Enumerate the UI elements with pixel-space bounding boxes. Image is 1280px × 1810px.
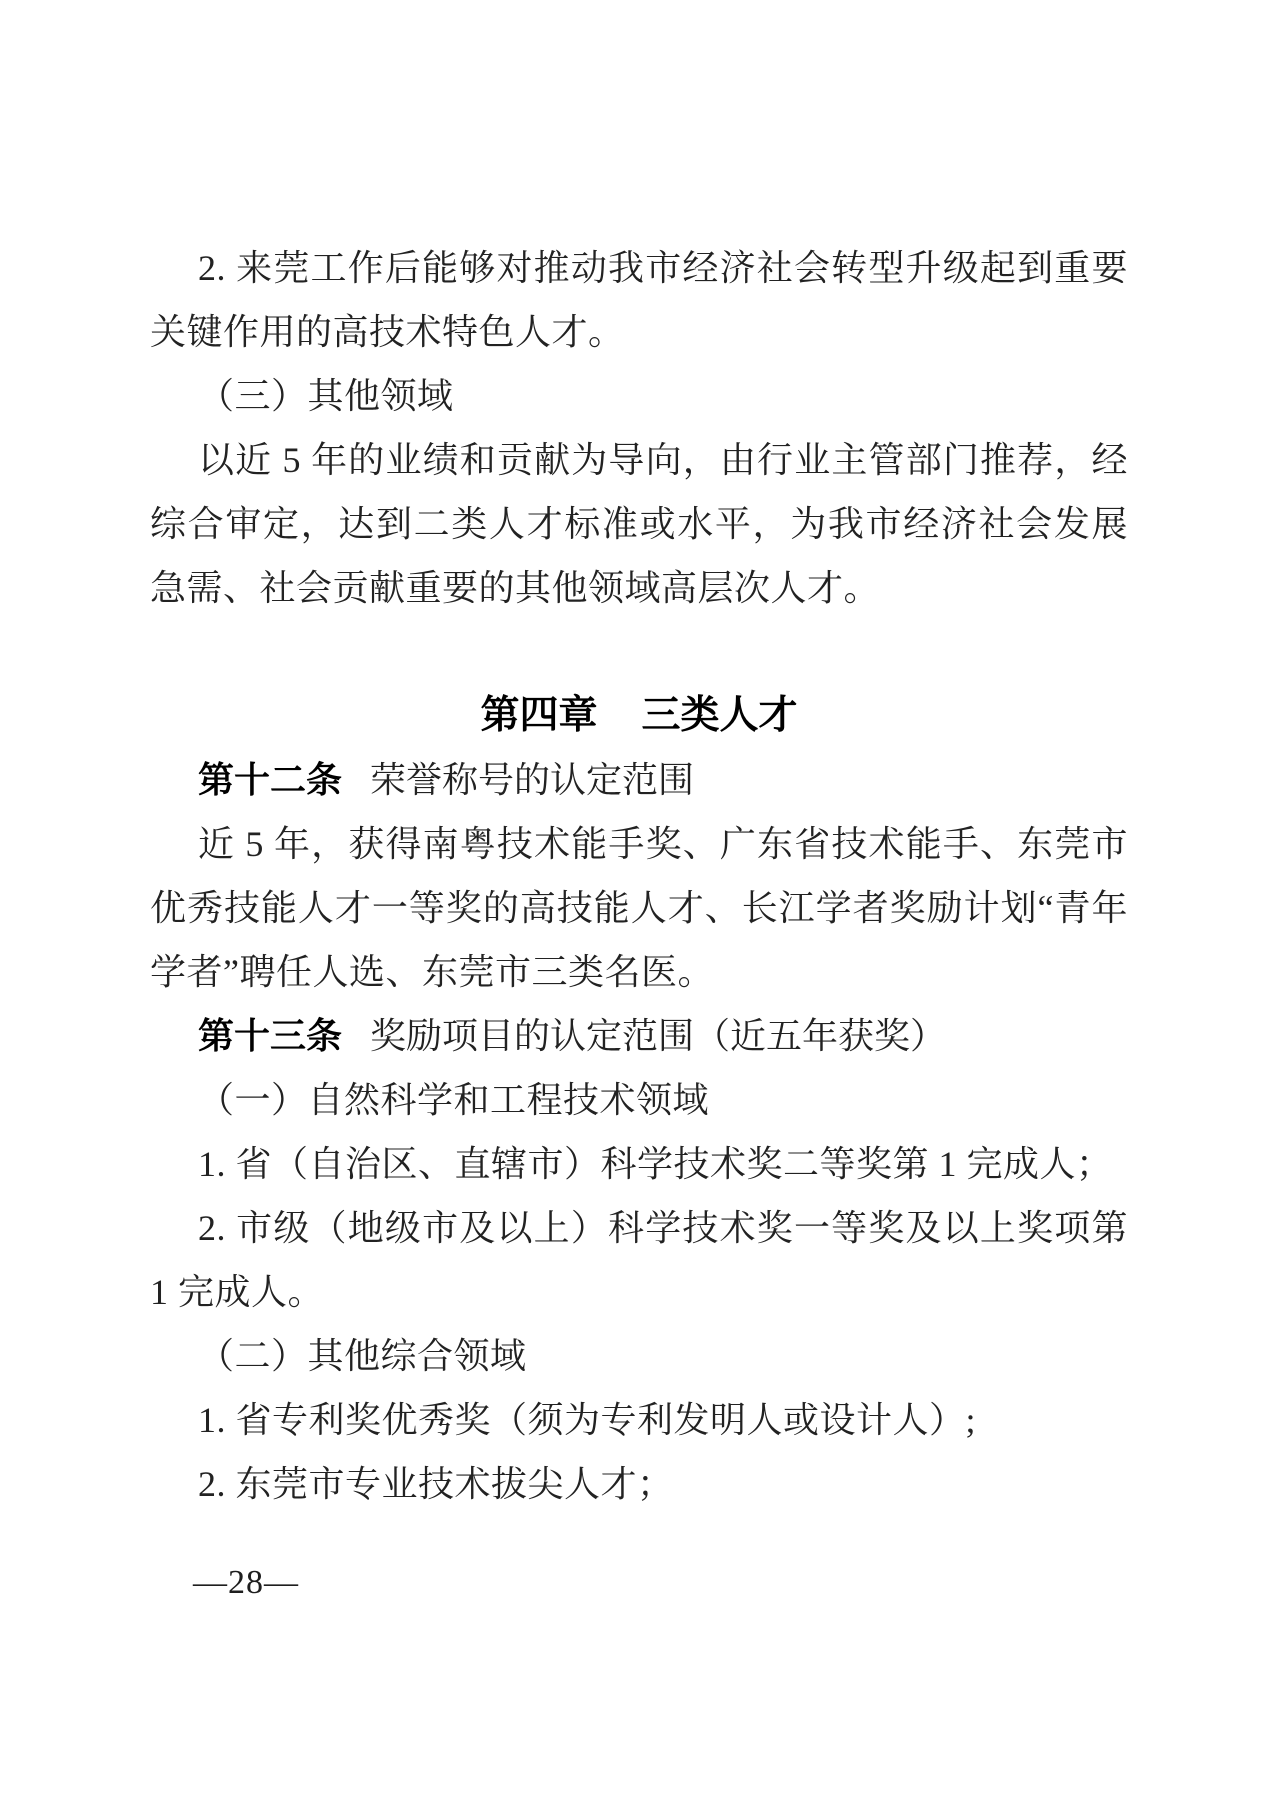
- paragraph-honor-titles-scope: 近 5 年，获得南粤技术能手奖、广东省技术能手、东莞市优秀技能人才一等奖的高技能人才、长江学者奖励计划“青年学者”聘任人选、东莞市三类名医。: [150, 824, 1128, 992]
- article-13-title: 奖励项目的认定范围（近五年获奖）: [370, 1016, 947, 1056]
- article-13-number: 第十三条: [198, 1015, 343, 1056]
- article-12-number: 第十二条: [198, 759, 343, 800]
- list-item-city-sci-tech-award: 2. 市级（地级市及以上）科学技术奖一等奖及以上奖项第 1 完成人。: [150, 1208, 1128, 1312]
- chapter-number: 第四章: [480, 694, 598, 737]
- subsection-heading-other-fields: （三）其他领域: [198, 376, 454, 416]
- paragraph-other-fields-criteria: 以近 5 年的业绩和贡献为导向，由行业主管部门推荐，经综合审定，达到二类人才标准或水平，为我市经济社会发展急需、社会贡献重要的其他领域高层次人才。: [150, 440, 1128, 608]
- page-number: —28—: [193, 1564, 299, 1601]
- subsection-heading-science-engineering: （一）自然科学和工程技术领域: [198, 1080, 710, 1120]
- document-body: [150, 236, 1128, 1516]
- list-item-province-sci-tech-award: 1. 省（自治区、直辖市）科学技术奖二等奖第 1 完成人；: [198, 1144, 1113, 1184]
- subsection-heading-other-comprehensive: （二）其他综合领域: [198, 1336, 527, 1376]
- list-item-top-professional-talent: 2. 东莞市专业技术拔尖人才；: [198, 1464, 674, 1504]
- article-12-title: 荣誉称号的认定范围: [370, 760, 695, 800]
- paragraph-high-tech-talent: 2. 来莞工作后能够对推动我市经济社会转型升级起到重要关键作用的高技术特色人才。: [150, 248, 1128, 352]
- article-12-heading: [150, 748, 1128, 812]
- list-item-patent-award: 1. 省专利奖优秀奖（须为专利发明人或设计人）;: [198, 1400, 977, 1440]
- chapter-title: 三类人才: [641, 694, 798, 737]
- article-13-heading: [150, 1004, 1128, 1068]
- chapter-heading: [150, 684, 1128, 748]
